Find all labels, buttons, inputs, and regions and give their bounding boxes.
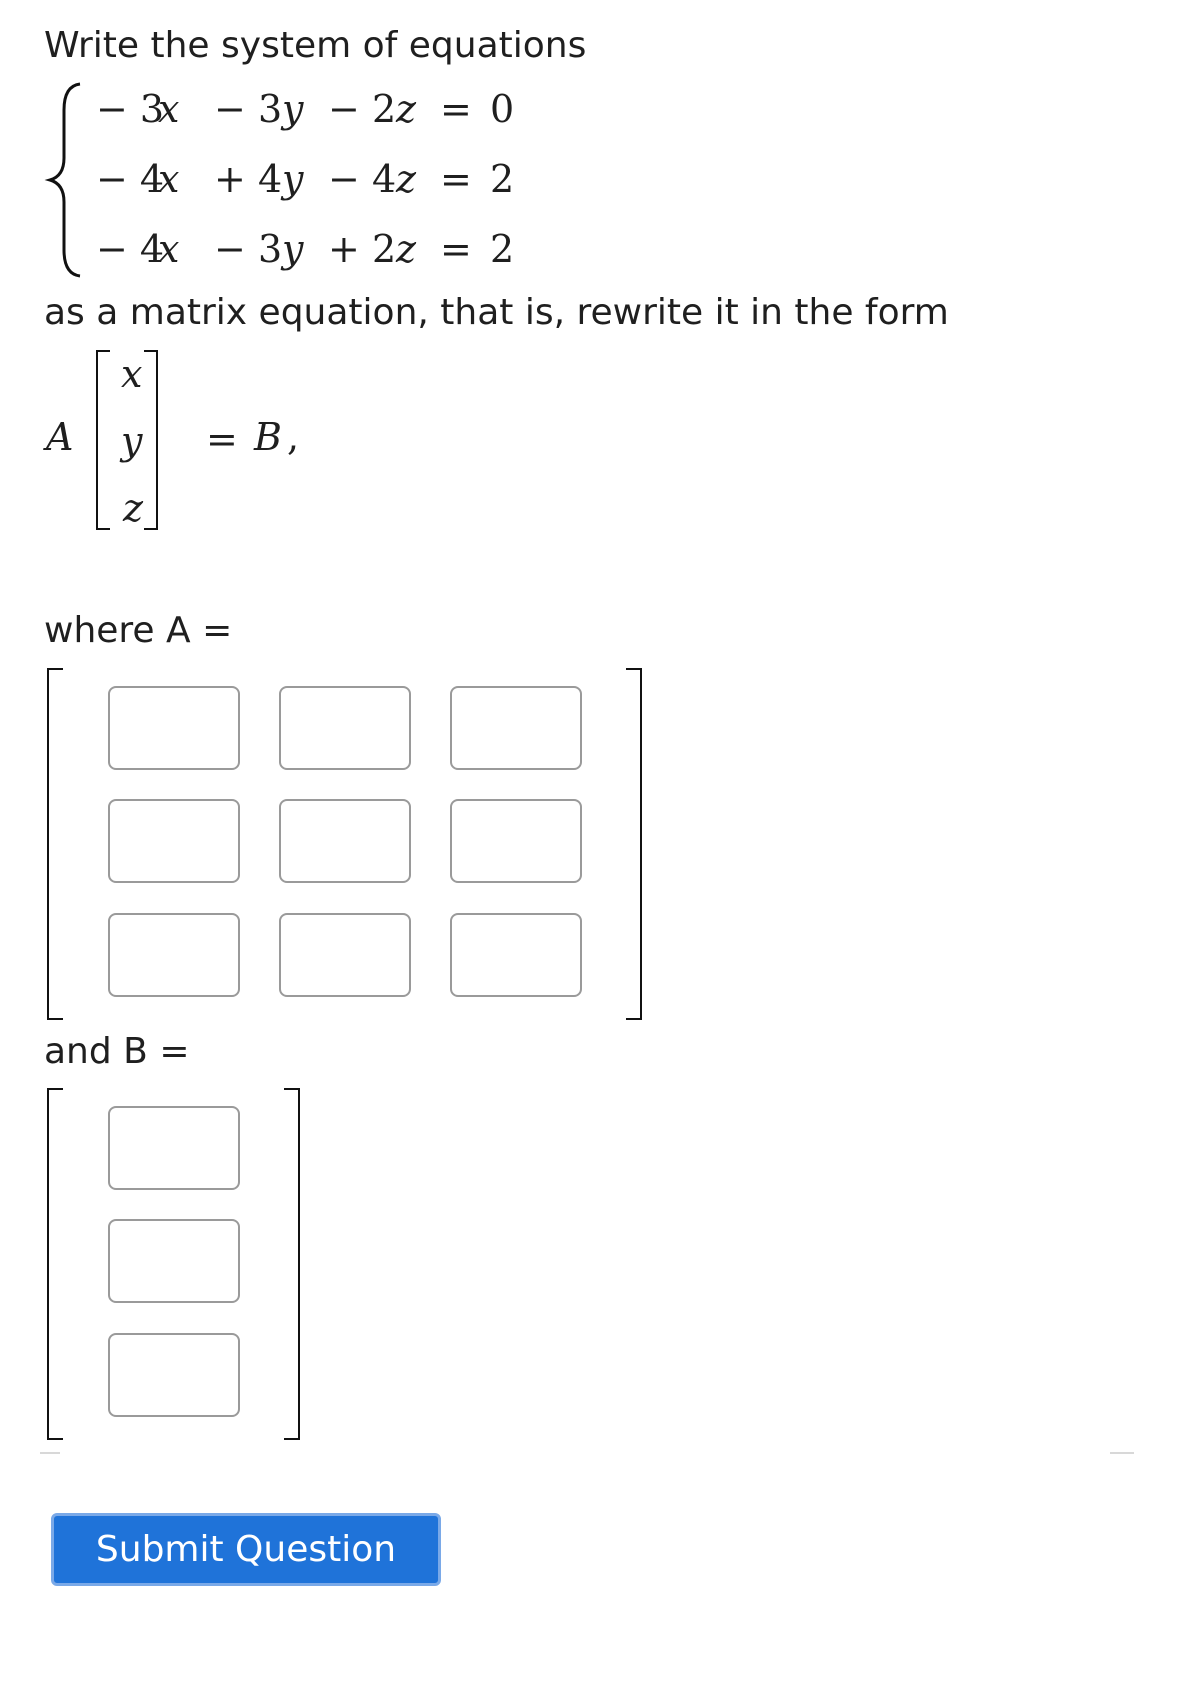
matrix-B-cell-3[interactable] <box>108 1333 240 1417</box>
intro-text: Write the system of equations <box>44 25 587 66</box>
eq2-op-1: + <box>214 157 246 201</box>
eq3-var-y: y <box>282 227 304 271</box>
matrix-B-cell-1[interactable] <box>108 1106 240 1190</box>
form-comma: , <box>287 415 300 459</box>
eq1-op-2: − <box>328 87 360 131</box>
matrix-A-bracket-right <box>626 668 642 1020</box>
matrix-B-bracket-left <box>47 1088 63 1440</box>
vector-y: y <box>121 419 143 463</box>
where-A-label: where A = <box>44 610 233 651</box>
eq3-op-1: − <box>214 227 246 271</box>
vector-z: z <box>123 486 144 530</box>
vector-x: x <box>121 352 143 396</box>
eq2-var-y: y <box>282 157 304 201</box>
matrix-A-cell-2-3[interactable] <box>450 799 582 883</box>
matrix-A-cell-1-3[interactable] <box>450 686 582 770</box>
vector-bracket-right <box>144 350 158 530</box>
and-B-label: and B = <box>44 1031 190 1072</box>
matrix-A-cell-1-2[interactable] <box>279 686 411 770</box>
eq3-rhs: 2 <box>490 227 515 271</box>
matrix-A-cell-1-1[interactable] <box>108 686 240 770</box>
eq2-op-2: − <box>328 157 360 201</box>
matrix-A-cell-3-2[interactable] <box>279 913 411 997</box>
vector-bracket-left <box>96 350 110 530</box>
eq3-var-x: x <box>158 227 180 271</box>
form-equals: = <box>206 417 238 461</box>
matrix-A-cell-3-1[interactable] <box>108 913 240 997</box>
eq2-coef-z: 4 <box>372 157 397 201</box>
eq1-op-1: − <box>214 87 246 131</box>
matrix-B-bracket-right <box>284 1088 300 1440</box>
eq3-coef-z: 2 <box>372 227 397 271</box>
matrix-equation-form <box>44 345 364 545</box>
eq3-coef-y: 3 <box>258 227 283 271</box>
form-description: as a matrix equation, that is, rewrite it in the form <box>44 292 949 333</box>
submit-question-button[interactable]: Submit Question <box>51 1513 441 1586</box>
form-B: B <box>254 415 282 459</box>
eq2-var-x: x <box>158 157 180 201</box>
matrix-A-cell-3-3[interactable] <box>450 913 582 997</box>
matrix-A-cell-2-1[interactable] <box>108 799 240 883</box>
eq2-var-z: z <box>396 157 417 201</box>
eq2-equals: = <box>440 157 472 201</box>
eq1-coef-y: 3 <box>258 87 283 131</box>
eq3-equals: = <box>440 227 472 271</box>
eq1-var-y: y <box>282 87 304 131</box>
eq1-rhs: 0 <box>490 87 515 131</box>
eq2-rhs: 2 <box>490 157 515 201</box>
separator-right <box>1110 1452 1134 1454</box>
eq2-coef-x: − 4 <box>96 157 165 201</box>
eq1-coef-x: − 3 <box>96 87 165 131</box>
curly-brace <box>44 80 88 280</box>
eq1-equals: = <box>440 87 472 131</box>
matrix-A-bracket-left <box>47 668 63 1020</box>
matrix-B-cell-2[interactable] <box>108 1219 240 1303</box>
matrix-A-cell-2-2[interactable] <box>279 799 411 883</box>
form-A: A <box>46 415 74 459</box>
separator-left <box>40 1452 60 1454</box>
eq1-var-z: z <box>396 87 417 131</box>
eq1-coef-z: 2 <box>372 87 397 131</box>
eq1-var-x: x <box>158 87 180 131</box>
eq3-op-2: + <box>328 227 360 271</box>
eq3-coef-x: − 4 <box>96 227 165 271</box>
equation-system <box>44 80 564 280</box>
eq3-var-z: z <box>396 227 417 271</box>
eq2-coef-y: 4 <box>258 157 283 201</box>
